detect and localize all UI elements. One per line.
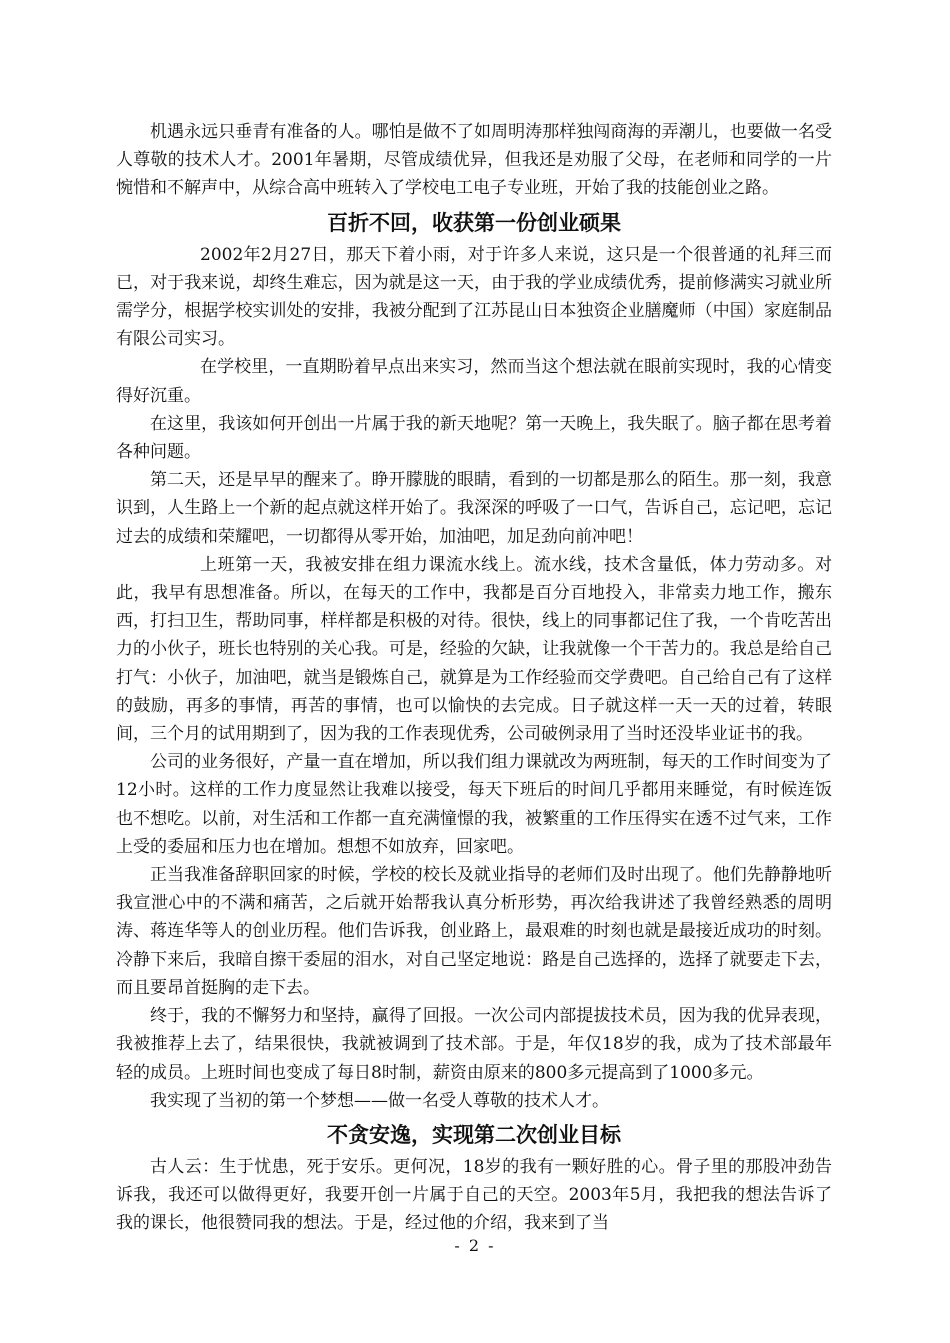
paragraph: 在学校里，一直期盼着早点出来实习，然而当这个想法就在眼前实现时，我的心情变得好沉重。	[116, 357, 832, 406]
section-heading: 不贪安逸，实现第二次创业目标	[327, 1121, 621, 1147]
paragraph: 终于，我的不懈努力和坚持，赢得了回报。一次公司内部提拔技术员，因为我的优异表现，我被推荐上去了，结果很快，我就被调到了技术部。于是，年仅18岁的我，成为了技术部最年轻的成员。上班时间也变成了每日8时制，薪资由原来的800多元提高到了1000多元。	[116, 1006, 832, 1083]
document-body	[116, 118, 832, 1238]
paragraph: 机遇永远只垂青有准备的人。哪怕是做不了如周明涛那样独闯商海的弄潮儿，也要做一名受人尊敬的技术人才。2001年暑期，尽管成绩优异，但我还是劝服了父母，在老师和同学的一片惋惜和不解声中，从综合高中班转入了学校电工电子专业班，开始了我的技能创业之路。	[116, 122, 832, 199]
paragraph: 上班第一天，我被安排在组力课流水线上。流水线，技术含量低，体力劳动多。对此，我早有思想准备。所以，在每天的工作中，我都是百分百地投入，非常卖力地工作，搬东西，打扫卫生，帮助同事，样样都是积极的对待。很快，线上的同事都记住了我，一个肯吃苦出力的小伙子，班长也特别的关心我。可是，经验的欠缺，让我就像一个干苦力的。我总是给自己打气：小伙子，加油吧，就当是锻炼自己，就算是为工作经验而交学费吧。自己给自己有了这样的鼓励，再多的事情，再苦的事情，也可以愉快的去完成。日子就这样一天一天的过着，转眼间，三个月的试用期到了，因为我的工作表现优秀，公司破例录用了当时还没毕业证书的我。	[116, 554, 832, 745]
paragraph: 我实现了当初的第一个梦想——做一名受人尊敬的技术人才。	[150, 1090, 609, 1111]
paragraph: 古人云：生于忧患，死于安乐。更何况，18岁的我有一颗好胜的心。骨子里的那股冲劲告诉我，我还可以做得更好，我要开创一片属于自己的天空。2003年5月，我把我的想法告诉了我的课长，他很赞同我的想法。于是，经过他的介绍，我来到了当	[116, 1156, 832, 1234]
paragraph: 在这里，我该如何开创出一片属于我的新天地呢？第一天晚上，我失眠了。脑子都在思考着各种问题。	[116, 413, 832, 463]
paragraph: 公司的业务很好，产量一直在增加，所以我们组力课就改为两班制，每天的工作时间变为了12小时。这样的工作力度显然让我难以接受，每天下班后的时间几乎都用来睡觉，有时候连饭也不想吃。以前，对生活和工作都一直充满憧憬的我，被繁重的工作压得实在透不过气来，工作上受的委屈和压力也在增加。想想不如放弃，回家吧。	[116, 752, 832, 857]
page-number: - 2 -	[454, 1236, 496, 1255]
section-heading: 百折不回，收获第一份创业硕果	[327, 209, 621, 235]
paragraph: 第二天，还是早早的醒来了。睁开朦胧的眼睛，看到的一切都是那么的陌生。那一刻，我意识到，人生路上一个新的起点就这样开始了。我深深的呼吸了一口气，告诉自己，忘记吧，忘记过去的成绩和荣耀吧，一切都得从零开始，加油吧，加足劲向前冲吧！	[116, 470, 832, 547]
paragraph: 正当我准备辞职回家的时候，学校的校长及就业指导的老师们及时出现了。他们先静静地听我宣泄心中的不满和痛苦，之后就开始帮我认真分析形势，再次给我讲述了我曾经熟悉的周明涛、蒋连华等人的创业历程。他们告诉我，创业路上，最艰难的时刻也就是最接近成功的时刻。冷静下来后，我暗自擦干委屈的泪水，对自己坚定地说：路是自己选择的，选择了就要走下去，而且要昂首挺胸的走下去。	[116, 865, 832, 998]
paragraph: 2002年2月27日，那天下着小雨，对于许多人来说，这只是一个很普通的礼拜三而已，对于我来说，却终生难忘，因为就是这一天，由于我的学业成绩优秀，提前修满实习就业所需学分，根据学校实训处的安排，我被分配到了江苏昆山日本独资企业膳魔师（中国）家庭制品有限公司实习。	[116, 244, 832, 350]
